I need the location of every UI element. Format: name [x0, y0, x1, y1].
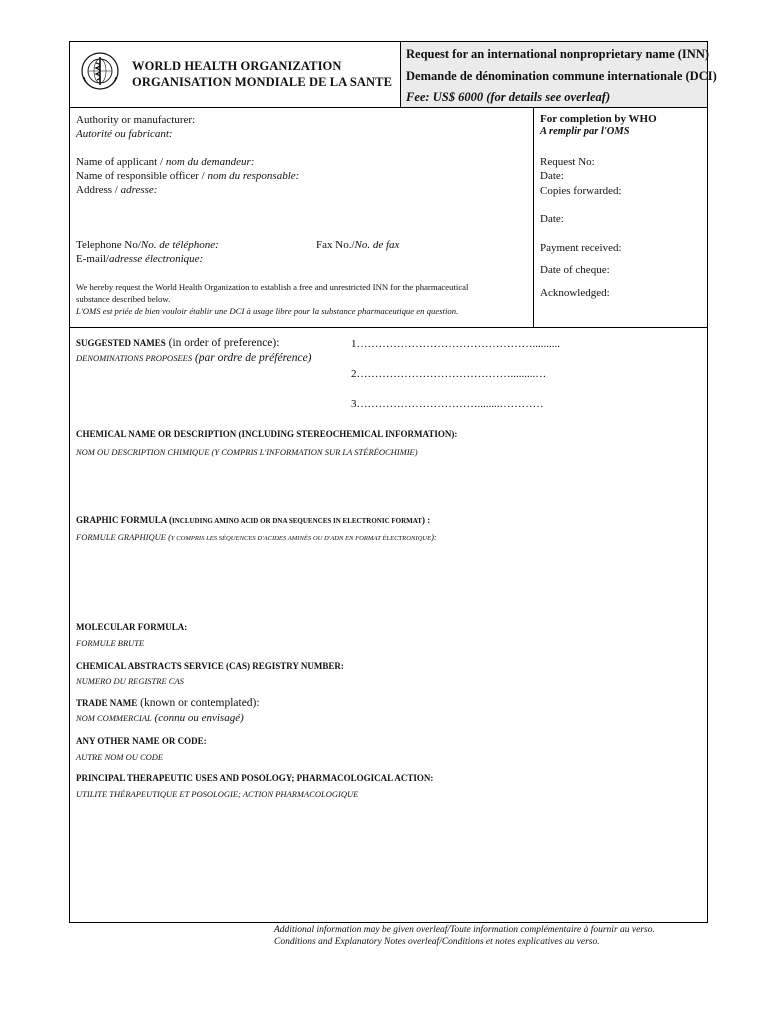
email-label: E-mail/adresse électronique: [76, 253, 204, 265]
date-label-2: Date: [540, 213, 564, 225]
request-no-label: Request No: [540, 156, 595, 168]
graphic-formula-label-fr: FORMULE GRAPHIQUE (Y COMPRIS LES SÉQUENCES D'ACIDES AMINÉS OU D'ADN EN FORMAT ÉLECTRONIQUE): [76, 532, 437, 542]
request-statement-fr: L'OMS est priée de bien vouloir établir une DCI à usage libre pour la substance pharmaceutique en question. [76, 306, 459, 316]
authority-label-en: Authority or manufacturer: [76, 114, 196, 126]
request-title-fr: Demande de dénomination commune internationale (DCI) [406, 69, 717, 83]
other-name-label: ANY OTHER NAME OR CODE: [76, 736, 207, 746]
fax-label: Fax No./No. de fax [316, 239, 400, 251]
who-completion-title-fr: A remplir par l'OMS [540, 126, 630, 137]
request-statement-line1: We hereby request the World Health Organization to establish a free and unrestricted INN for the pharmaceutical [76, 282, 469, 292]
org-name-en: WORLD HEALTH ORGANIZATION [132, 59, 342, 73]
suggested-name-2-line[interactable]: 2…………………………………….........… [351, 368, 547, 380]
suggested-names-label: SUGGESTED NAMES (in order of preference): [76, 337, 280, 349]
trade-name-label: TRADE NAME (known or contemplated): [76, 697, 260, 709]
header-request [401, 42, 717, 108]
graphic-formula-label: GRAPHIC FORMULA (INCLUDING AMINO ACID OR DNA SEQUENCES IN ELECTRONIC FORMAT) : [76, 515, 431, 525]
header-organization [70, 42, 401, 108]
cas-registry-label: CHEMICAL ABSTRACTS SERVICE (CAS) REGISTRY NUMBER: [76, 661, 344, 671]
date-label-1: Date: [540, 170, 564, 182]
suggested-name-3-line[interactable]: 3……………………………........………… [351, 398, 544, 410]
who-completion-title-en: For completion by WHO [540, 113, 657, 125]
applicant-label: Name of applicant / nom du demandeur: [76, 156, 255, 168]
who-completion-column [533, 108, 707, 327]
authority-label-fr: Autorité ou fabricant: [76, 128, 173, 140]
copies-forwarded-label: Copies forwarded: [540, 185, 622, 197]
payment-received-label: Payment received: [540, 242, 622, 254]
fee-text: Fee: US$ 6000 (for details see overleaf) [406, 90, 611, 104]
telephone-label: Telephone No/No. de téléphone: [76, 239, 219, 251]
footer-note-additional-info: Additional information may be given overleaf/Toute information complémentaire à fournir au verso. [274, 925, 655, 935]
trade-name-label-fr: NOM COMMERCIAL (connu ou envisagé) [76, 712, 244, 724]
other-name-label-fr: AUTRE NOM OU CODE [76, 752, 164, 762]
inn-request-form [69, 41, 717, 923]
footer-note-conditions: Conditions and Explanatory Notes overleaf/Conditions et notes explicatives au verso. [274, 937, 600, 947]
suggested-name-1-line[interactable]: 1………………………………………….......... [351, 338, 560, 350]
request-title-en: Request for an international nonproprietary name (INN) [406, 47, 710, 61]
therapeutic-uses-label: PRINCIPAL THERAPEUTIC USES AND POSOLOGY; PHARMACOLOGICAL ACTION: [76, 773, 434, 783]
request-statement-line2: substance described below. [76, 294, 171, 304]
chemical-name-label: CHEMICAL NAME OR DESCRIPTION (INCLUDING STEREOCHEMICAL INFORMATION): [76, 429, 458, 439]
officer-label: Name of responsible officer / nom du responsable: [76, 170, 300, 182]
section-divider [70, 327, 707, 328]
cas-registry-label-fr: NUMERO DU REGISTRE CAS [76, 676, 184, 686]
date-of-cheque-label: Date of cheque: [540, 264, 610, 276]
who-emblem-icon [80, 51, 120, 91]
address-label: Address / adresse: [76, 184, 158, 196]
molecular-formula-label: MOLECULAR FORMULA: [76, 622, 188, 632]
org-name-fr: ORGANISATION MONDIALE DE LA SANTE [132, 75, 393, 89]
therapeutic-uses-label-fr: UTILITE THÉRAPEUTIQUE ET POSOLOGIE; ACTION PHARMACOLOGIQUE [76, 789, 359, 799]
chemical-name-label-fr: NOM OU DESCRIPTION CHIMIQUE (Y COMPRIS L'INFORMATION SUR LA STÉRÉOCHIMIE) [76, 447, 418, 457]
suggested-names-label-fr: DENOMINATIONS PROPOSEES (par ordre de préférence) [76, 352, 312, 364]
acknowledged-label: Acknowledged: [540, 287, 610, 299]
molecular-formula-label-fr: FORMULE BRUTE [76, 638, 145, 648]
